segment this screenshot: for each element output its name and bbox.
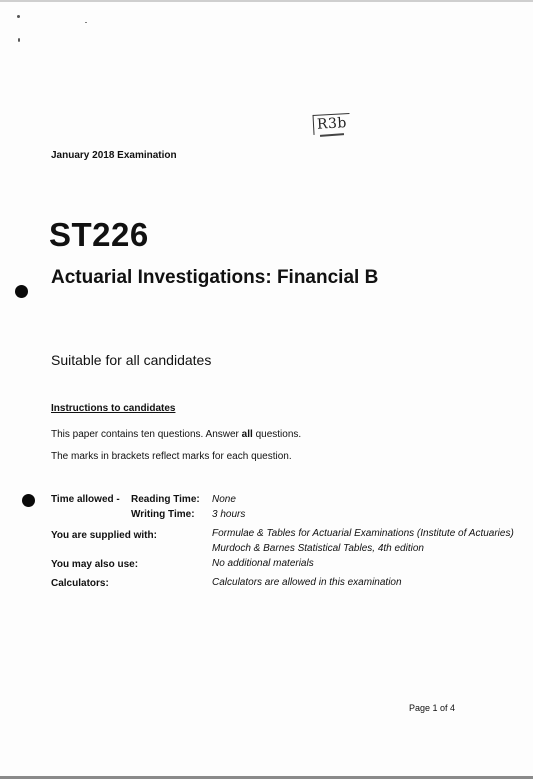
scan-speck xyxy=(18,38,20,42)
writing-time-value: 3 hours xyxy=(212,509,246,520)
instruction-text: questions. xyxy=(252,429,302,440)
instruction-line-questions xyxy=(51,429,301,440)
handwritten-underline xyxy=(320,133,344,137)
suitability-line: Suitable for all candidates xyxy=(51,352,212,368)
scan-speck xyxy=(17,15,20,18)
instruction-line-marks: The marks in brackets reflect marks for each question. xyxy=(51,451,292,462)
paper-title: Actuarial Investigations: Financial B xyxy=(51,267,379,288)
punch-hole-mark xyxy=(22,494,35,507)
reading-time-label: Reading Time: xyxy=(131,494,200,505)
punch-hole-mark xyxy=(15,285,28,298)
supplied-with-label: You are supplied with: xyxy=(51,530,157,541)
may-also-use-value: No additional materials xyxy=(212,558,314,569)
instruction-emphasis: all xyxy=(241,429,253,440)
time-allowed-label: Time allowed - xyxy=(51,494,120,505)
may-also-use-label: You may also use: xyxy=(51,559,139,570)
exam-date-line: January 2018 Examination xyxy=(51,150,177,161)
calculators-value: Calculators are allowed in this examination xyxy=(212,577,402,588)
page-number: Page 1 of 4 xyxy=(409,703,456,713)
calculators-label: Calculators: xyxy=(51,578,109,589)
writing-time-label: Writing Time: xyxy=(131,509,195,520)
supplied-with-value-tables: Formulae & Tables for Actuarial Examinations (Institute of Actuaries) xyxy=(212,528,514,539)
instruction-text: This paper contains ten questions. Answer xyxy=(51,429,242,440)
course-code: ST226 xyxy=(49,216,149,253)
supplied-with-value-statistical-tables: Murdoch & Barnes Statistical Tables, 4th edition xyxy=(212,543,424,554)
scan-speck xyxy=(85,22,87,23)
handwritten-reference-note: R3b xyxy=(313,113,351,135)
reading-time-value: None xyxy=(212,494,236,505)
instructions-heading: Instructions to candidates xyxy=(51,403,176,414)
top-edge-rule xyxy=(0,0,533,2)
